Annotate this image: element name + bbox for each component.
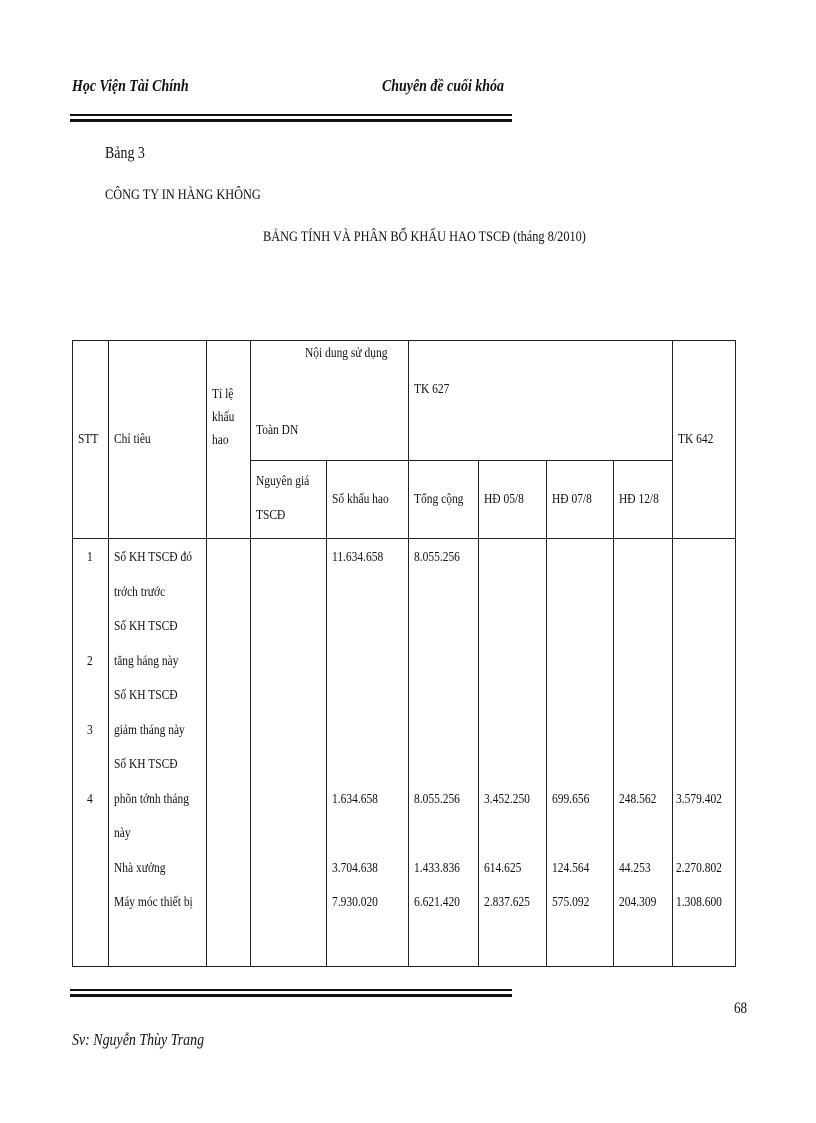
header-chi-tieu: Chỉ tiêu [109, 341, 207, 539]
column-hd-05-8: 3.452.250 614.625 2.837.625 [479, 539, 547, 967]
table-caption: Bảng 3 [105, 143, 145, 162]
column-hd-12-8: 248.562 44.253 204.309 [614, 539, 673, 967]
company-name: CÔNG TY IN HÀNG KHÔNG [105, 187, 261, 203]
header-tk-642: TK 642 [673, 341, 736, 539]
header-nguyen-gia: Nguyên giá TSCĐ [251, 461, 327, 539]
column-chi-tieu: Số KH TSCĐ đó trớch trước Số KH TSCĐ tăng háng này Số KH TSCĐ giảm tháng này Số KH TSCĐ phõn tớnh tháng này Nhà xưởng Máy móc thiết bị [109, 539, 207, 967]
column-tong-cong: 8.055.256 8.055.256 1.433.836 6.621.420 [409, 539, 479, 967]
footer-rule-bottom [70, 994, 512, 997]
header-hd-05-8: HĐ 05/8 [479, 461, 547, 539]
column-hd-07-8: 699.656 124.564 575.092 [547, 539, 614, 967]
header-so-khau-hao: Số khấu hao [327, 461, 409, 539]
footer-rule-top [70, 989, 512, 991]
column-so-khau-hao: 11.634.658 1.634.658 3.704.638 7.930.020 [327, 539, 409, 967]
table-title: BẢNG TÍNH VÀ PHÂN BỔ KHẤU HAO TSCĐ (tháng 8/2010) [263, 229, 586, 245]
column-stt: 1 2 3 4 [73, 539, 109, 967]
header-hd-07-8: HĐ 07/8 [547, 461, 614, 539]
header-noi-dung-su-dung: Nội dung sử dụng Toàn DN [251, 341, 409, 461]
header-tk-627: TK 627 [409, 341, 673, 461]
depreciation-table [72, 340, 736, 967]
footer-student-name: Sv: Nguyễn Thùy Trang [72, 1030, 205, 1049]
header-document-type: Chuyên đề cuối khóa [382, 76, 505, 95]
column-nguyen-gia [251, 539, 327, 967]
header-rule-top [70, 114, 512, 116]
column-tk-642: 3.579.402 2.270.802 1.308.600 [673, 539, 736, 967]
header-hd-12-8: HĐ 12/8 [614, 461, 673, 539]
page-number: 68 [734, 1000, 748, 1017]
header-stt: STT [73, 341, 109, 539]
header-rule-bottom [70, 119, 512, 122]
header-toan-dn: Toàn DN [256, 423, 299, 438]
header-ti-le-khau-hao: Tỉ lệ khấu hao [207, 341, 251, 539]
column-ti-le [207, 539, 251, 967]
header-tong-cong: Tổng cộng [409, 461, 479, 539]
header-institution: Học Viện Tài Chính [72, 76, 189, 95]
